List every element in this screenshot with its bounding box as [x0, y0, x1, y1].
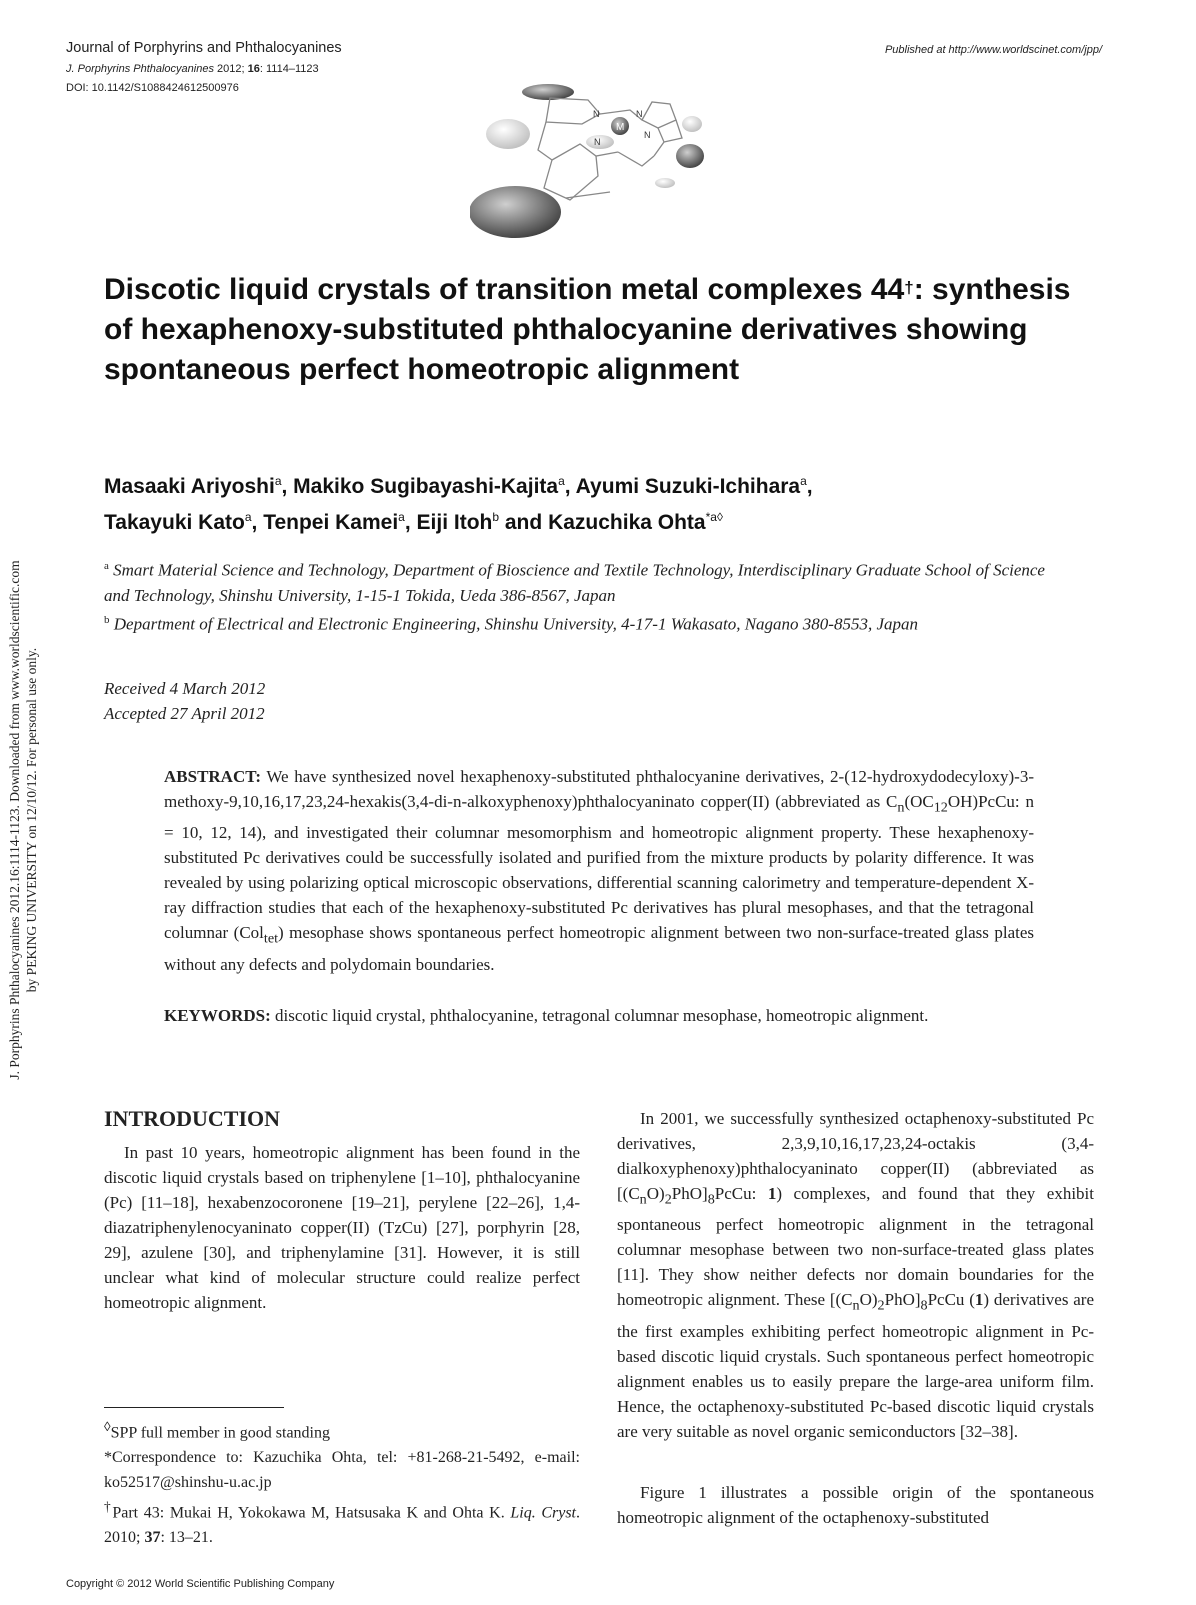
received-date: Received 4 March 2012 — [104, 679, 266, 698]
footnote-volume: 37 — [144, 1529, 161, 1547]
logo-atom-n: N — [594, 137, 601, 147]
affiliation-b — [104, 608, 1064, 637]
affiliation-text: Smart Material Science and Technology, Department of Bioscience and Textile Technology, Interdisciplinary Graduate School of Science and Technology, Shinshu University, 1-15-1 Tokida, Ueda 386-8567, Japan — [104, 560, 1045, 605]
download-side-note — [6, 490, 46, 1150]
author-affil-mark: a — [398, 510, 405, 524]
subscript: n — [897, 799, 905, 816]
affiliation-mark: a — [104, 560, 109, 572]
author-list — [104, 466, 1104, 538]
logo-atom-n: N — [636, 109, 643, 119]
citation-journal: J. Porphyrins Phthalocyanines — [66, 63, 214, 75]
side-note-line2: by PEKING UNIVERSITY on 12/10/12. For personal use only. — [24, 647, 39, 993]
journal-name: Journal of Porphyrins and Phthalocyanines — [66, 40, 342, 56]
accepted-date: Accepted 27 April 2012 — [104, 704, 265, 723]
author-affil-mark: b — [492, 510, 500, 524]
author-name: Takayuki Kato — [104, 511, 245, 534]
introduction-paragraph: In past 10 years, homeotropic alignment has been found in the discotic liquid crystals based on triphenylene [1–10], phthalocyanine (Pc) [11–18], hexabenzocoronene [19–21], perylene [22–26], 1,4-diazatriphenylenocyaninato copper(II) (TzCu) [27], porphyrin [28, 29], azulene [30], and triphenylamine [31]. However, it is still unclear what kind of molecular structure could realize perfect homeotropic alignment. — [104, 1143, 580, 1312]
body-text: ) derivatives are the first examples exhibiting perfect homeotropic alignment in Pc-based discotic liquid crystals. Such spontaneous perfect homeotropic alignment enables us to easily prepare the large-area uniform film. Hence, the octaphenoxy-substituted Pc-based discotic liquid crystals are very suitable as novel organic semiconductors [32–38]. — [617, 1290, 1095, 1441]
author-name: Masaaki Ariyoshi — [104, 475, 275, 498]
logo-lobe — [676, 144, 704, 168]
keywords — [164, 1003, 1034, 1028]
affiliation-a — [104, 554, 1064, 608]
subscript: tet — [263, 930, 279, 947]
logo-lobe — [522, 84, 574, 100]
subscript: 12 — [933, 799, 948, 816]
subscript: n — [852, 1297, 860, 1314]
author-affil-mark: a — [274, 474, 282, 488]
subscript: 8 — [707, 1191, 715, 1208]
body-text: O) — [859, 1290, 878, 1310]
affiliations — [104, 554, 1064, 636]
side-note-line1: J. Porphyrins Phthalocyanines 2012.16:1114-1123. Downloaded from www.worldscientific.com — [7, 560, 22, 1080]
author-name: Ayumi Suzuki-Ichihara — [575, 475, 801, 498]
body-text: ) complexes, and found that they exhibit spontaneous perfect homeotropic alignment in the tetragonal columnar mesophase between two non-surface-treated glass plates [11]. They show neither defects nor domain boundaries for the homeotropic alignment. These [(C — [617, 1184, 1094, 1310]
abstract — [164, 764, 1034, 977]
keywords-text: discotic liquid crystal, phthalocyanine, tetragonal columnar mesophase, homeotropic alignment. — [270, 1006, 929, 1025]
compound-number: 1 — [974, 1290, 984, 1310]
author-separator: , — [404, 511, 417, 534]
footnote-rule — [104, 1407, 284, 1408]
body-text: In 2001, we successfully synthesized octaphenoxy-substituted Pc derivatives, 2,3,9,10,16,17,23,24-octakis (3,4-dialkoxyphenoxy)phthalocyaninato copper(II) (abbreviated as [(C — [617, 1109, 1094, 1203]
author-affil-mark: *a◊ — [705, 510, 723, 524]
footnote-journal: Liq. Cryst — [510, 1504, 577, 1522]
title-part1: Discotic liquid crystals of transition metal complexes 44 — [104, 273, 905, 306]
footnote-text: . 2010; — [104, 1504, 581, 1547]
author-affil-mark: a — [244, 510, 252, 524]
logo-lobe — [486, 119, 530, 149]
author-affil-mark: a — [558, 474, 565, 488]
article-dates — [104, 676, 265, 726]
journal-logo-molecule — [470, 80, 760, 240]
footnote-text: SPP full member in good standing — [110, 1424, 330, 1442]
logo-atom-n: N — [593, 109, 600, 119]
citation-volume: 16 — [247, 63, 260, 75]
logo-lobe — [470, 186, 561, 238]
author-separator: and — [499, 511, 549, 534]
affiliation-mark: b — [104, 613, 110, 626]
citation-pages: : 1114–1123 — [259, 63, 319, 75]
journal-citation — [66, 63, 319, 75]
keywords-label: KEYWORDS: — [164, 1006, 271, 1025]
footnote-text: Part 43: Mukai H, Yokokawa M, Hatsusaka K and Ohta K. — [112, 1504, 511, 1522]
subscript: 2 — [877, 1297, 885, 1314]
author-separator: , — [806, 475, 813, 498]
body-text: O) — [646, 1184, 665, 1203]
footnote-spp — [104, 1414, 580, 1445]
author-name: Makiko Sugibayashi-Kajita — [293, 475, 559, 498]
subscript: 8 — [920, 1297, 928, 1314]
footnote-part43 — [104, 1494, 580, 1550]
body-text: PhO] — [884, 1290, 921, 1310]
published-url[interactable]: Published at http://www.worldscinet.com/jpp/ — [884, 44, 1102, 56]
doi: DOI: 10.1142/S1088424612500976 — [66, 82, 239, 94]
footnote-correspondence: *Correspondence to: Kazuchika Ohta, tel: +81-268-21-5492, e-mail: ko52517@shinshu-u.ac.jp — [104, 1449, 580, 1491]
copyright: Copyright © 2012 World Scientific Publishing Company — [66, 1578, 335, 1590]
body-paragraph — [617, 1106, 1094, 1444]
subscript: n — [639, 1191, 647, 1208]
article-title — [104, 270, 1104, 390]
author-name: Kazuchika Ohta — [548, 511, 706, 534]
citation-year: 2012; — [217, 63, 245, 75]
body-text: PhO] — [671, 1184, 708, 1203]
subscript: 2 — [664, 1191, 672, 1208]
author-separator: , — [564, 475, 576, 498]
abstract-text: (OC — [904, 792, 934, 811]
title-dagger: † — [904, 278, 914, 297]
author-separator: , — [251, 511, 264, 534]
body-paragraph: Figure 1 illustrates a possible origin of the spontaneous homeotropic alignment of the octaphenoxy-substituted — [617, 1483, 1094, 1527]
abstract-text: We have synthesized novel hexaphenoxy-substituted phthalocyanine derivatives, 2-(12-hydroxydodecyloxy)-3-methoxy-9,10,16,17,23,24-hexakis(3,4-di-n-alkoxyphenoxy)phthalocyaninato copper(II) (abbreviated as C — [164, 767, 1034, 811]
author-separator: , — [281, 475, 294, 498]
footnote-text: : 13–21. — [160, 1529, 213, 1547]
logo-lobe — [655, 178, 675, 188]
abstract-text: ) mesophase shows spontaneous perfect homeotropic alignment between two non-surface-treated glass plates without any defects and polydomain boundaries. — [164, 923, 1034, 974]
abstract-label: ABSTRACT: — [164, 767, 261, 786]
body-text: PcCu ( — [927, 1290, 975, 1310]
section-heading-introduction: INTRODUCTION — [104, 1106, 281, 1131]
logo-atom-n: N — [644, 130, 651, 140]
title-part2: : synthesis of hexaphenoxy-substituted phthalocyanine derivatives showing spontaneous perfect homeotropic alignment — [104, 273, 1071, 386]
affiliation-text: Department of Electrical and Electronic Engineering, Shinshu University, 4-17-1 Wakasato, Nagano 380-8553, Japan — [109, 614, 918, 634]
author-name: Eiji Itoh — [416, 511, 493, 534]
footnote-mark: † — [104, 1499, 113, 1514]
author-name: Tenpei Kamei — [263, 511, 399, 534]
body-text: PcCu: — [714, 1184, 768, 1203]
logo-lobe — [682, 116, 702, 132]
compound-number: 1 — [767, 1184, 777, 1203]
abstract-text: OH)PcCu: n = 10, 12, 14), and investigated their columnar mesomorphism and homeotropic alignment property. These hexaphenoxy-substituted Pc derivatives could be successfully isolated and purified from the mixture products by polarity difference. It was revealed by using polarizing optical microscopic observations, differential scanning calorimetry and temperature-dependent X-ray diffraction studies that each of the hexaphenoxy-substituted Pc derivatives has plural mesophases, and that the tetragonal columnar (Col — [164, 792, 1034, 943]
logo-atom-m: M — [616, 122, 625, 133]
author-affil-mark: a — [800, 474, 807, 488]
footnote-mark: ◊ — [104, 1419, 111, 1434]
